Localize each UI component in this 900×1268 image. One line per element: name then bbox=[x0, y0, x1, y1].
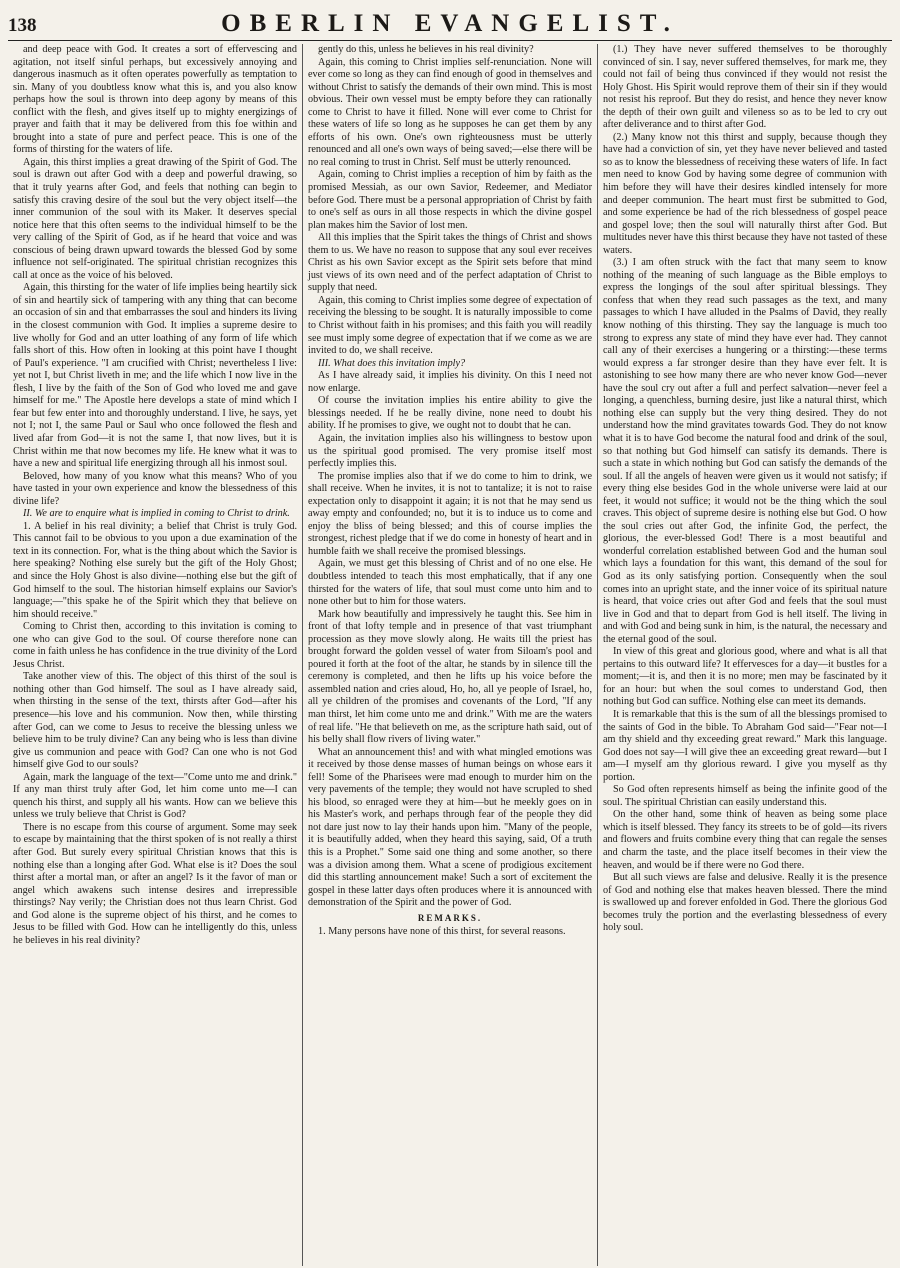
paragraph: and deep peace with God. It creates a sort of effervescing and agitation, not itself sinful perhaps, but excessively annoying and dangerous inasmuch as it often operates powerfully as temptation to sin. Many of you doubtless know what this is, and you also know perhaps how the soul is thrown into deep agony by means of this conflict with the flesh, and gives itself up to mighty energizings of prayer and faith that it may be delivered from this foe within and brought into a state of pure and perfect peace. This is one of the forms of thirsting for the waters of life. bbox=[13, 44, 297, 156]
column-right bbox=[597, 44, 892, 1266]
paragraph: In view of this great and glorious good, where and what is all that pertains to this outward life? It effervesces for a day—it bustles for a moment;—it is, and then it is no more; men may be fascinated by it for an hour: but when the soul comes to understand God, then nothing but God can suffice. Nothing else can meet its demands. bbox=[603, 646, 887, 708]
paragraph: gently do this, unless he believes in his real divinity? bbox=[318, 44, 534, 55]
paragraph: On the other hand, some think of heaven as being some place which is itself blessed. They fancy its streets to be of gold—its rivers and flowers and fruits combine every thing that can regale the senses and charm the taste, and the place itself becomes in their view the heaven, and would be if there were no God there. bbox=[603, 809, 887, 871]
paragraph: Again, this coming to Christ implies some degree of expectation of receiving the blessing to be sought. It is naturally impossible to come to Christ without faith in his promises; and this faith you will readily see must imply some degree of expectation that if we come as we are invited to do, we shall receive. bbox=[308, 294, 592, 357]
paragraph: There is no escape from this course of argument. Some may seek to escape by maintaining that the thirst spoken of is not really a thirst after God. But surely every spiritual Christian knows that this is nothing else than a longing after God. What else is it? Does the soul thirst after a mortal man, or after an angel? Is it the favor of man or angel which awakens such intense desires and irrepressible thirstings? Nay verily; the Christian does not thus learn Christ. God and God alone is the supreme object of his thirst, and he comes to Jesus to be filled with God. How can he intelligently do this, unless he believes in his real divinity? bbox=[13, 821, 297, 946]
remarks-heading: REMARKS. bbox=[417, 912, 483, 923]
paragraph: But all such views are false and delusive. Really it is the presence of God and nothing else that makes heaven blessed. There the mind is swallowed up and forever enfolded in God. There the glorious God becomes truly the portion and the everlasting blessedness of every holy soul. bbox=[603, 872, 887, 934]
paper-title: OBERLIN EVANGELIST. bbox=[221, 10, 679, 37]
paragraph: Again, this thirst implies a great drawing of the Spirit of God. The soul is drawn out after God with a deep and powerful drawing, so that it truly yearns after God, and feels that nothing can begin to satisfy this craving desire of the soul but the very object itself—the inner communion of the soul with its Maker. It deserves special notice here that this often seems to the individual himself to be the very calling of the Spirit of God, as if he heard that voice and was conscious of being drawn upward towards the blessed God by some influence not self-originated. The spiritual christian recognizes this call at once as the voice of his beloved. bbox=[13, 156, 297, 281]
column-left bbox=[8, 44, 302, 1266]
paragraph: (2.) Many know not this thirst and supply, because though they have had a conviction of sin, yet they have never believed and tasted so as to know the blessedness of receiving these waters of life. In fact men need to know God by having some degree of communion with him before they will have their desires kindled intensely for more and deeper communion. The heart must first be submitted to God, and some experience be had of the rich blessedness of gospel peace and gospel love; then the soul will naturally thirst after God. But multitudes never have this thirst because they have not tasted of these waters. bbox=[603, 131, 887, 256]
paragraph: Of course the invitation implies his entire ability to give the blessings needed. If he be really divine, none need to doubt his ability. If he promises to give, we ought not to doubt that he can. bbox=[308, 395, 592, 432]
column-middle bbox=[302, 44, 597, 1266]
paragraph: It is remarkable that this is the sum of all the blessings promised to the saints of God in the bible. To Abraham God said—"Fear not—I am thy shield and thy exceeding great reward." Mark this language. God does not say—I will give thee an exceeding great reward—but I am—I myself am thy glorious reward. I give you myself as thy portion. bbox=[603, 708, 887, 783]
paragraph: 1. A belief in his real divinity; a belief that Christ is truly God. This cannot fail to be obvious to you upon a due examination of the text in its connection. For, what is the thing about which the Savior is here speaking? Nothing else surely but the gift of the Holy Ghost; and since the Holy Ghost is also divine—nothing else but the gift of God himself to the soul. The historian himself explains our Savior's language;—"this spake he of the Spirit which they that believe on him should receive." bbox=[13, 520, 297, 620]
paragraph: Again, we must get this blessing of Christ and of no one else. He doubtless intended to teach this most emphatically, that if any one thirsted for the waters of life, that soul must come unto him and to none other but to him for those waters. bbox=[308, 558, 592, 608]
paragraph: The promise implies also that if we do come to him to drink, we shall receive. When he invites, it is not to tantalize; it is not to raise expectation only to disappoint it again; it is not that he may send us away empty and confounded; no, but it is to induce us to come and enjoy the bliss of being blessed; and this of course implies the strongest, richest pledge that if we do come in honesty of heart and in humble faith we shall receive the promised blessings. bbox=[308, 470, 592, 557]
paragraph: All this implies that the Spirit takes the things of Christ and shows them to us. We have no reason to suppose that any soul ever receives Christ as his own Savior except as the Spirit sets before that mind just views of its own need and of the perfect adaptation of Christ to supply that need. bbox=[308, 232, 592, 294]
paragraph: Again, this coming to Christ implies self-renunciation. None will ever come so long as they can find enough of good in themselves and without Christ to satisfy the demands of their own mind. This is most obvious. Their own vessel must be empty before they can rationally come to Christ to have it filled. None will ever come to Christ for these waters of life so long as he supposes he can get them by any efforts of his own. One's own righteousness must be utterly renounced and all one's own ways of being saved;—else there will be no real coming to trust in Christ. Self must be utterly renounced. bbox=[308, 56, 592, 168]
paragraph: Coming to Christ then, according to this invitation is coming to one who can give God to the soul. Of course therefore none can come in faith unless he has confidence in the true divinity of the Lord Jesus Christ. bbox=[13, 621, 297, 670]
paragraph: Mark how beautifully and impressively he taught this. See him in front of that lofty temple and in presence of that vast triumphant procession as they move slowly along. He waits till the priest has brought forward the golden vessel of water from Siloam's pool and poured it forth at the foot of the altar, he stands by in silence till the ceremony is completed, and then he lifts up his voice before the assembled nation and cries aloud, Ho, ho, all ye people of Israel, ho, all ye children of the promises and covenants of the Lord, "If any man thirst, let him come unto me and drink." With me are the waters of real life. "He that believeth on me, as the scripture hath said, out of his belly shall flow rivers of living water." bbox=[308, 608, 592, 746]
paragraph: As I have already said, it implies his divinity. On this I need not now enlarge. bbox=[308, 370, 592, 394]
article-columns bbox=[8, 44, 892, 1266]
section-heading: II. We are to enquire what is implied in coming to Christ to drink. bbox=[23, 508, 290, 520]
paragraph: Again, mark the language of the text—"Come unto me and drink." If any man thirst truly after God, let him come unto me—I can quench his thirst, and supply all his wants. How can we believe this unless we truly believe that Christ is God? bbox=[13, 771, 297, 821]
paragraph: So God often represents himself as being the infinite good of the soul. The spiritual Christian can easily understand this. bbox=[603, 784, 887, 808]
paragraph: Again, the invitation implies also his willingness to bestow upon us the spiritual good promised. The very promise itself most perfectly implies this. bbox=[308, 432, 592, 470]
paragraph: What an announcement this! and with what mingled emotions was it received by those dense masses of human beings on whose ears it fell! Some of the Pharisees were mad enough to murder him on the very pavements of the temple; they would not have scrupled to shed his blood, so enraged were they at him—but he meekly goes on in his Master's work, and perhaps through fear of the people they did not dare just now to lay their hands upon him. "Many of the people, it is beautifully added, when they heard this saying, said, Of a truth this is a Prophet." Some said one thing and some another, so there was a division among them. What a scene of prodigious excitement did this startling announcement make! Such a sort of excitement the gospel in these latter days often produces where it is announced with demonstration of the Spirit and the power of God. bbox=[308, 746, 592, 909]
paragraph: Take another view of this. The object of this thirst of the soul is nothing other than God himself. The soul as I have already said, when thirsting in the sense of the text, thirsts after God—after his presence—his love and his communion. Now then, while thirsting after God, can we come to Jesus to receive the blessing unless we believe him to be truly divine? Can any being who is less than divine give us communion and peace with God? Can one who is not God himself give God to our souls? bbox=[13, 671, 297, 771]
paragraph: (1.) They have never suffered themselves to be thoroughly convinced of sin. I say, never suffered themselves, for mark me, they could not fail of being thus convinced if they would not resist the Holy Ghost. His Spirit would reprove them of their sin if they would not resist his reproof. But they do resist, and hence they never know the depth of their own guilt and vileness so as to be led to cry out after deliverance and to thirst after God. bbox=[603, 44, 887, 131]
paragraph: (3.) I am often struck with the fact that many seem to know nothing of the meaning of such language as the Bible employs to express the longings of the soul after spiritual blessings. They confess that when they read such passages as the text, and many passages to which I have alluded in the Psalms of David, they really know nothing of this thirsting. They say the language is much too strong to express any state of mind they have ever had. They cannot call any of their exercises a hungering or a thirsting:—these terms would express a far stronger desire than they have ever felt. It is astonishing to see how many there are who never know God—never have the soul cry out after a full and perfect salvation—never feel a longing, a quenchless, burning desire, just like a natural thirst, which nothing else can supply but the very thing desired. They do not understand how the mind gravitates towards God. They do not know what it is to have God become the natural food and drink of the soul, so that nothing but God himself can satisfy its demands. There is such a state in which nothing but God can satisfy the demands of the soul. If all the angels of heaven were given us it would not satisfy; if every thing else besides God in the whole universe were laid at our feet, it would not suffice; it would not be the thing which the soul craves. This object of supreme desire is nothing else but God. O how the soul cries out after God, the infinite God, the perfect, the glorious, the ever-blessed God! There is a most beautiful and wonderful correlation established between God and the human soul which lays a foundation for this want, this demand of the soul for God as its only satisfying portion. Consequently when the soul comes into an upright state, and the inner voice of its spiritual nature is heard, that voice cries out after God and feels that the soul must live in God and that to depart from God is hell itself. The living in and with God and being sunk in him, is the natural, the necessary and the eternal good of the soul. bbox=[603, 257, 887, 645]
paragraph: Again, this thirsting for the water of life implies being heartily sick of sin and heartily sick of tampering with any thing that can become an occasion of sin and that embarrasses the soul and hinders its living in the closest communion with God. It implies a supreme desire to live wholly for God and an utter loathing of any form of life which falls short of this. How often in looking at this point have I thought of Paul's experience. "I am crucified with Christ; nevertheless I live: yet not I, but Christ liveth in me; and the life which I now live in the flesh, I live by the faith of the Son of God who loved me and gave himself for me." The Apostle here develops a state of mind which I fear but few enter into and thoroughly understand. I live, he says, yet not I; not I, the same Paul or Saul who once followed the flesh and lived afar from God—it is not the same I, that now lives, but it is Christ within me that now becomes my life. He knew what it was to have a new and spiritual life energizing through all his inmost soul. bbox=[13, 282, 297, 470]
paragraph: Again, coming to Christ implies a reception of him by faith as the promised Messiah, as our own Savior, Redeemer, and Mediator before God. There must be a personal appropriation of Christ by faith to one's self as ours in all those respects in which the divine gospel plan makes him the Savior of lost men. bbox=[308, 169, 592, 231]
masthead bbox=[8, 10, 892, 41]
paragraph: Beloved, how many of you know what this means? Who of you have tasted in your own experience and know the blessedness of this divine life? bbox=[13, 470, 297, 507]
paragraph: 1. Many persons have none of this thirst, for several reasons. bbox=[318, 926, 566, 938]
page-number: 138 bbox=[8, 15, 37, 36]
section-heading: III. What does this invitation imply? bbox=[318, 357, 466, 369]
